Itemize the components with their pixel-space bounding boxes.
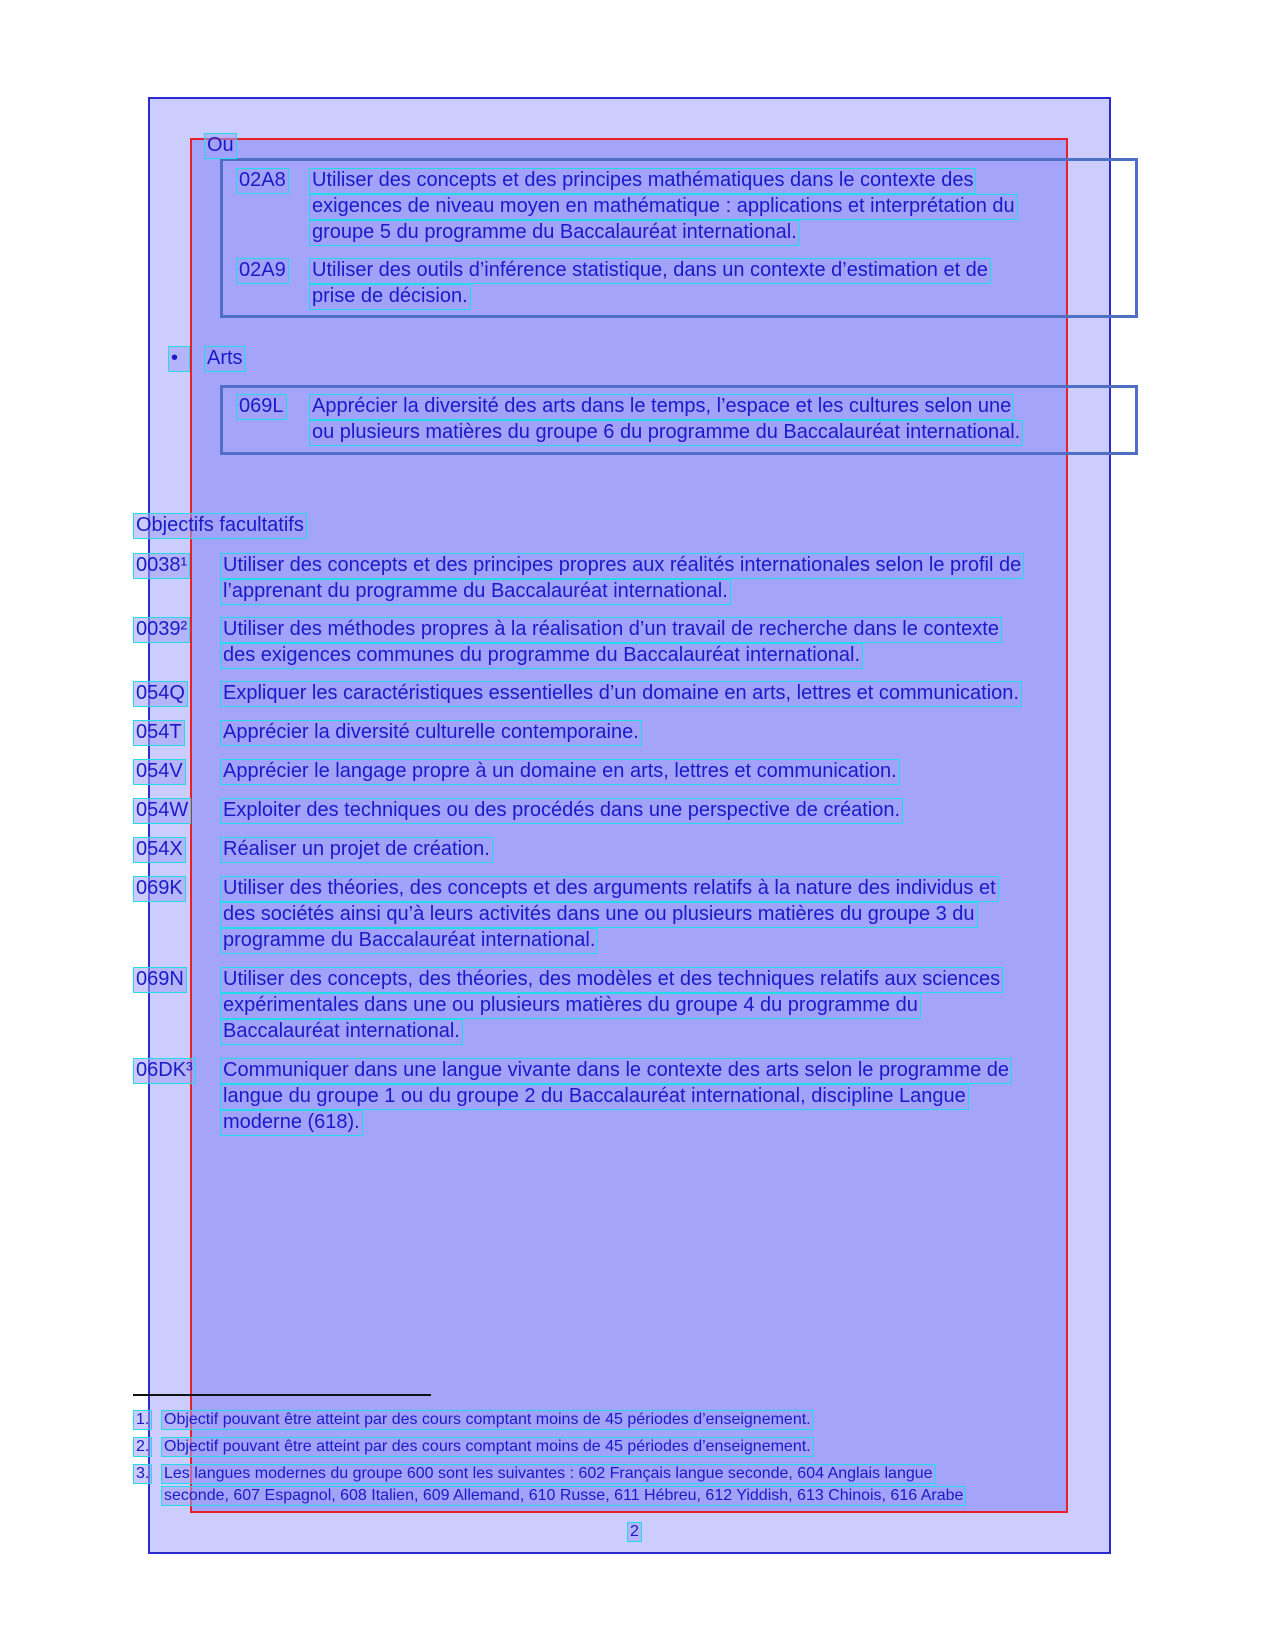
arts-heading: Arts — [204, 346, 246, 372]
page-number: 2 — [627, 1522, 642, 1542]
objective-text-line: Expliquer les caractéristiques essentielles d’un domaine en arts, lettres et communication. — [220, 681, 1022, 707]
objective-text-line: programme du Baccalauréat international. — [220, 928, 598, 954]
objective-text-line: langue du groupe 1 ou du groupe 2 du Baccalauréat international, discipline Langue — [220, 1084, 969, 1110]
objective-code: 0039² — [133, 617, 190, 643]
objective-code: 054Q — [133, 681, 188, 707]
objective-text-line: prise de décision. — [309, 284, 471, 310]
footnote-text-line: Les langues modernes du groupe 600 sont les suivantes : 602 Français langue seconde, 604 Anglais langue — [161, 1464, 936, 1484]
connector-ou: Ou — [204, 133, 237, 159]
objective-text-line: Exploiter des techniques ou des procédés dans une perspective de création. — [220, 798, 903, 824]
objective-text-line: Apprécier la diversité culturelle contemporaine. — [220, 720, 642, 746]
objective-text-line: Apprécier la diversité des arts dans le temps, l’espace et les cultures selon une — [309, 394, 1014, 420]
objective-text-line: Utiliser des concepts, des théories, des modèles et des techniques relatifs aux sciences — [220, 967, 1003, 993]
text-body-region — [190, 138, 1068, 1513]
objective-text-line: Réaliser un projet de création. — [220, 837, 493, 863]
objective-code: 0038¹ — [133, 553, 190, 579]
objective-text-line: Utiliser des concepts et des principes propres aux réalités internationales selon le profil de — [220, 553, 1024, 579]
footnote-number: 1. — [133, 1410, 152, 1430]
objective-text-line: Utiliser des méthodes propres à la réalisation d’un travail de recherche dans le contexte — [220, 617, 1002, 643]
objective-code: 02A8 — [236, 168, 289, 194]
objective-text-line: des exigences communes du programme du Baccalauréat international. — [220, 643, 863, 669]
bullet: • — [168, 346, 190, 372]
objective-code: 069N — [133, 967, 187, 993]
objective-code: 06DK³ — [133, 1058, 196, 1084]
objective-text-line: ou plusieurs matières du groupe 6 du programme du Baccalauréat international. — [309, 420, 1023, 446]
objective-text-line: Utiliser des outils d’inférence statistique, dans un contexte d’estimation et de — [309, 258, 991, 284]
objective-code: 054V — [133, 759, 186, 785]
objective-text-line: groupe 5 du programme du Baccalauréat international. — [309, 220, 800, 246]
objective-code: 069L — [236, 394, 287, 420]
objective-text-line: expérimentales dans une ou plusieurs matières du groupe 4 du programme du — [220, 993, 921, 1019]
footnote-number: 2. — [133, 1437, 152, 1457]
footnote-text-line: Objectif pouvant être atteint par des cours comptant moins de 45 périodes d’enseignement. — [161, 1437, 814, 1457]
objective-code: 054X — [133, 837, 186, 863]
section-title: Objectifs facultatifs — [133, 513, 307, 539]
objective-code: 02A9 — [236, 258, 289, 284]
objective-text-line: Communiquer dans une langue vivante dans le contexte des arts selon le programme de — [220, 1058, 1012, 1084]
footnote-text-line: seconde, 607 Espagnol, 608 Italien, 609 Allemand, 610 Russe, 611 Hébreu, 612 Yiddish, 613 Chinois, 616 Arabe — [161, 1486, 966, 1506]
objective-text-line: moderne (618). — [220, 1110, 363, 1136]
objective-text-line: Utiliser des concepts et des principes mathématiques dans le contexte des — [309, 168, 976, 194]
footnote-text-line: Objectif pouvant être atteint par des cours comptant moins de 45 périodes d’enseignement. — [161, 1410, 814, 1430]
objective-text-line: Apprécier le langage propre à un domaine en arts, lettres et communication. — [220, 759, 900, 785]
footnote-number: 3. — [133, 1464, 152, 1484]
objective-code: 069K — [133, 876, 186, 902]
objective-text-line: exigences de niveau moyen en mathématique : applications et interprétation du — [309, 194, 1018, 220]
objective-text-line: l’apprenant du programme du Baccalauréat international. — [220, 579, 731, 605]
objective-text-line: Utiliser des théories, des concepts et des arguments relatifs à la nature des individus et — [220, 876, 999, 902]
objective-text-line: des sociétés ainsi qu’à leurs activités dans une ou plusieurs matières du groupe 3 du — [220, 902, 978, 928]
objective-code: 054T — [133, 720, 185, 746]
objective-code: 054W — [133, 798, 191, 824]
footnote-separator — [133, 1394, 431, 1396]
objective-text-line: Baccalauréat international. — [220, 1019, 463, 1045]
